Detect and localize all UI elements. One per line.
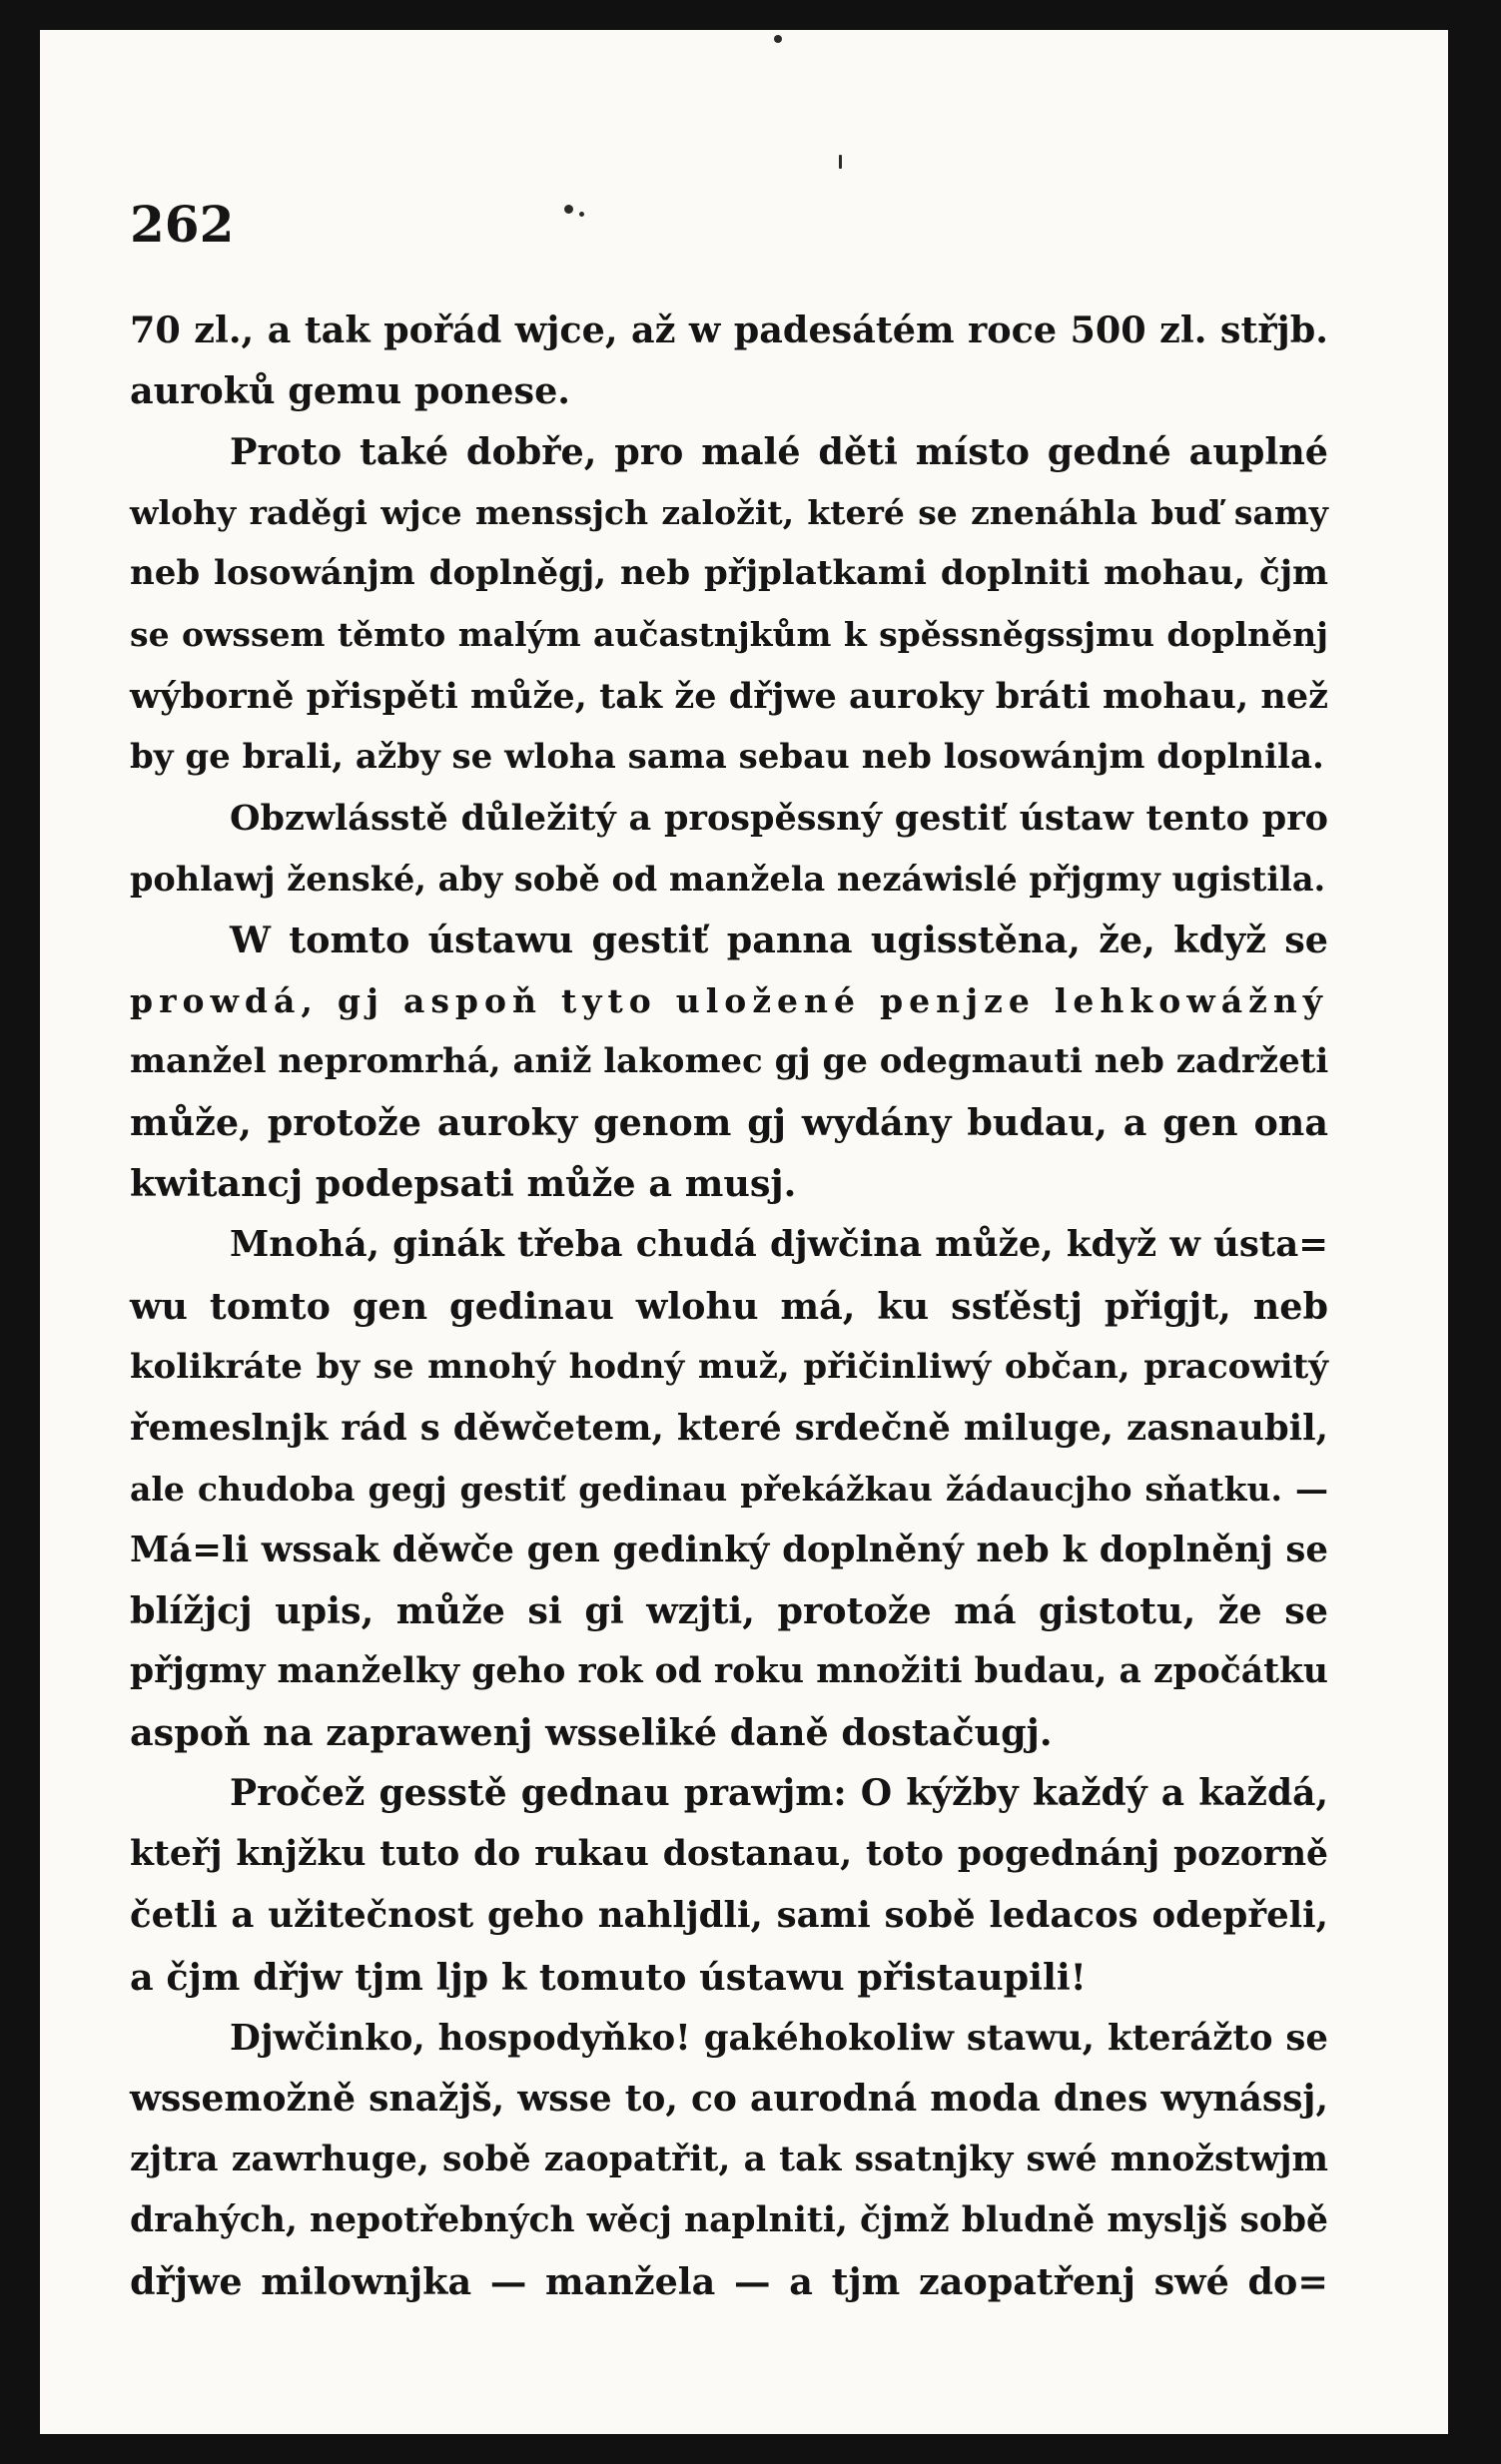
text-line: aspoň na zaprawenj wsseliké daně dostačugj. (130, 1711, 1053, 1755)
text-line: zjtra zawrhuge, sobě zaopatřit, a tak ssatnjky swé množstwjm (130, 2139, 1328, 2179)
text-line: blížjcj upis, může si gi wzjti, protože má gistotu, že se (130, 1588, 1328, 1632)
ink-speck (839, 155, 842, 169)
text-line: může, protože auroky genom gj wydány budau, a gen ona (130, 1101, 1328, 1145)
text-line: pohlawj ženské, aby sobě od manžela nezáwislé přjgmy ugistila. (130, 859, 1326, 899)
text-line: 70 zl., a tak pořád wjce, až w padesátém roce 500 zl. střjb. (130, 308, 1328, 351)
text-line: neb losowánjm doplněgj, neb přjplatkami doplniti mohau, čjm (130, 553, 1328, 594)
text-line: Pročež gesstě gednau prawjm: O kýžby každý a každá, (230, 1772, 1328, 1815)
text-line: dřjwe milownjka — manžela — a tjm zaopatřenj swé do= (130, 2260, 1328, 2303)
text-line: Má=li wssak děwče gen gedinký doplněný neb k doplněnj se (130, 1529, 1328, 1570)
text-line: wssemožně snažjš, wsse to, co aurodná moda dnes wynássj, (130, 2077, 1328, 2120)
text-line: ale chudoba gegj gestiť gedinau překážkau žádaucjho sňatku. — (130, 1469, 1328, 1509)
text-line: wýborně přispěti může, tak že dřjwe auroky bráti mohau, než (130, 675, 1328, 717)
text-line: Djwčinko, hospodyňko! gakéhokoliw stawu, kterážto se (230, 2017, 1328, 2059)
text-line: kteřj knjžku tuto do rukau dostanau, toto pogednánj pozorně (130, 1834, 1328, 1875)
text-line: četli a užitečnost geho nahljdli, sami sobě ledacos odepřeli, (130, 1895, 1328, 1937)
text-line: auroků gemu ponese. (130, 369, 571, 413)
text-line: a čjm dřjw tjm ljp k tomuto ústawu přistaupili! (130, 1955, 1087, 1999)
text-line: přjgmy manželky geho rok od roku množiti budau, a zpočátku (130, 1651, 1328, 1692)
text-line: W tomto ústawu gestiť panna ugisstěna, že, když se (230, 918, 1328, 961)
text-line: drahých, nepotřebných wěcj naplniti, čjmž bludně mysljš sobě (130, 2199, 1328, 2240)
text-line: se owssem těmto malým aučastnjkům k spěssněgssjmu doplněnj (130, 615, 1328, 655)
text-line: by ge brali, ažby se wloha sama sebau neb losowánjm doplnila. (130, 736, 1324, 777)
text-line: Mnohá, ginák třeba chudá djwčina může, když w ústa= (230, 1224, 1328, 1266)
ink-speck (774, 35, 782, 43)
text-line: manžel nepromrhá, aniž lakomec gj ge odegmauti neb zadržeti (130, 1041, 1329, 1082)
text-line: wlohy raděgi wjce menssjch založit, které se znenáhla buď samy (130, 493, 1328, 533)
text-line: wu tomto gen gedinau wlohu má, ku ssťěstj přigjt, neb (130, 1284, 1328, 1328)
page-number: 262 (130, 195, 235, 254)
text-line: Obzwlásstě důležitý a prospěssný gestiť ústaw tento pro (230, 797, 1328, 839)
ink-speck (579, 212, 584, 217)
text-line: kwitancj podepsati může a musj. (130, 1162, 797, 1206)
body-text (130, 300, 1328, 2312)
text-line: Proto také dobře, pro malé děti místo gedné auplné (230, 430, 1328, 474)
text-line: prowdá, gj aspoň tyto uložené penjze lehkowážný (130, 981, 1328, 1021)
ink-speck (564, 205, 573, 214)
text-line: řemeslnjk rád s děwčetem, které srdečně miluge, zasnaubil, (130, 1407, 1328, 1449)
text-line: kolikráte by se mnohý hodný muž, přičinliwý občan, pracowitý (130, 1346, 1328, 1387)
